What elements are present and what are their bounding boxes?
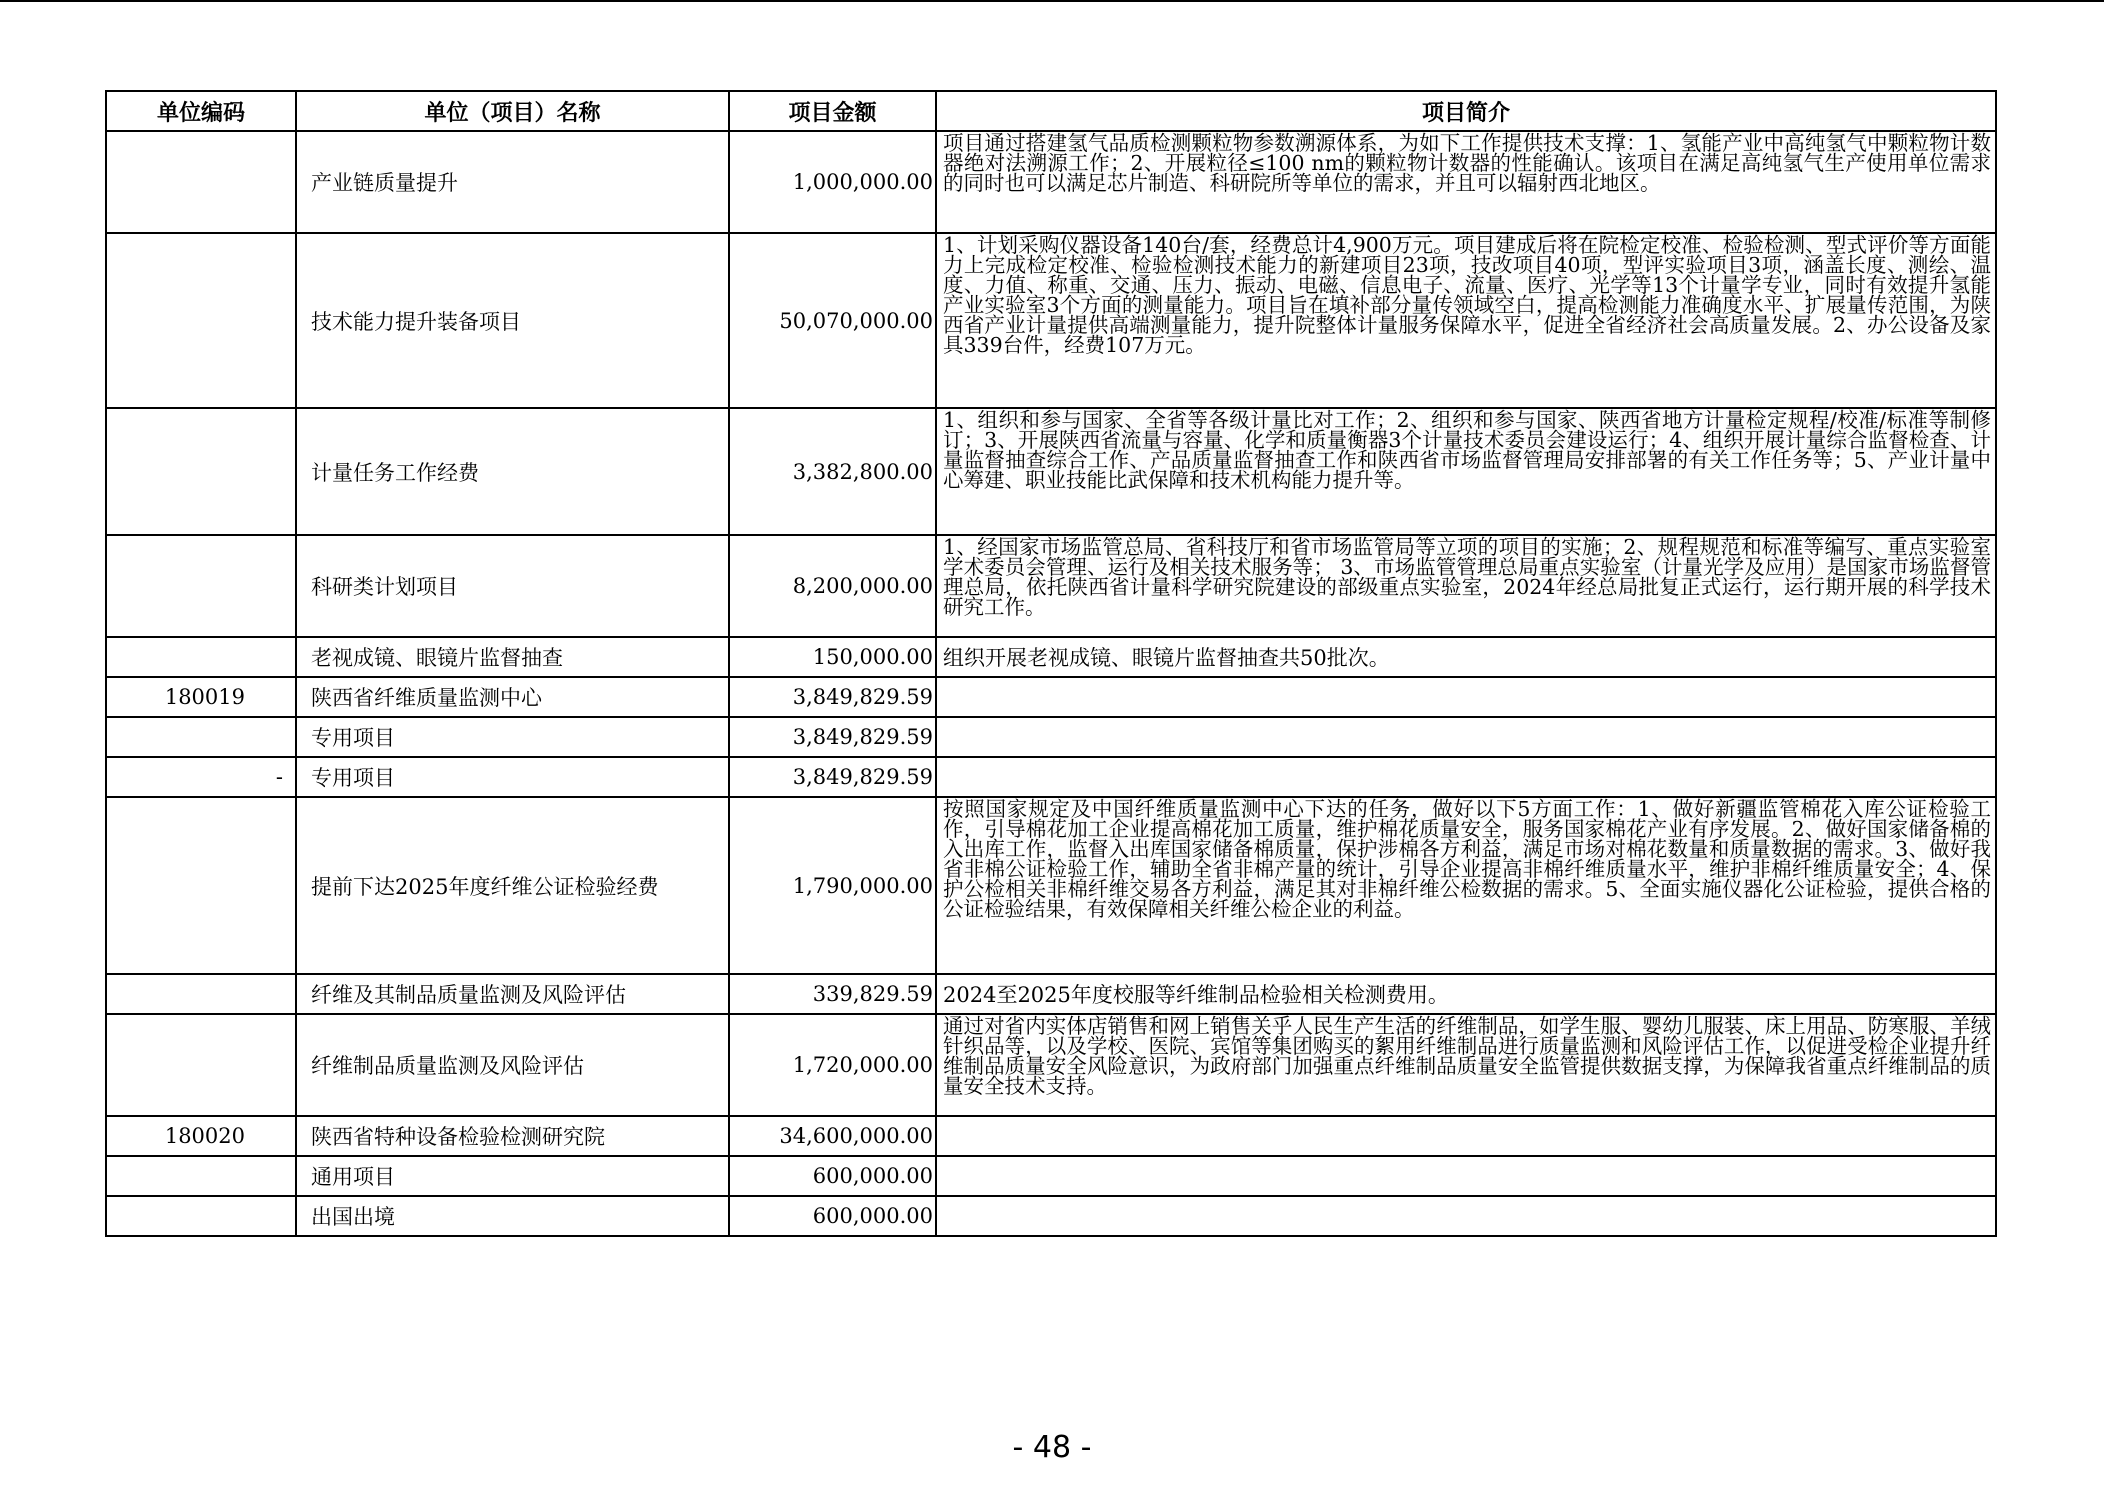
cell-unit-code <box>106 535 296 637</box>
cell-amount: 3,849,829.59 <box>729 677 936 717</box>
cell-unit-code <box>106 974 296 1014</box>
cell-unit-code <box>106 637 296 677</box>
page-number: - 48 - <box>1012 1430 1092 1465</box>
cell-unit-code: 180019 <box>106 677 296 717</box>
cell-description: 2024至2025年度校服等纤维制品检验相关检测费用。 <box>936 974 1996 1014</box>
cell-unit-code <box>106 233 296 408</box>
cell-description <box>936 1196 1996 1236</box>
cell-amount: 600,000.00 <box>729 1196 936 1236</box>
cell-amount: 339,829.59 <box>729 974 936 1014</box>
table-row <box>106 408 1996 535</box>
cell-amount: 34,600,000.00 <box>729 1116 936 1156</box>
cell-amount: 150,000.00 <box>729 637 936 677</box>
cell-amount: 600,000.00 <box>729 1156 936 1196</box>
cell-description: 1、计划采购仪器设备140台/套，经费总计4,900万元。项目建成后将在院检定校准、检验检测、型式评价等方面能力上完成检定校准、检验检测技术能力的新建项目23项，技改项目40项，型评实验项目3项，涵盖长度、测绘、温度、力值、称重、交通、压力、振动、电磁、信息电子、流量、医疗、光学等13个计量学专业，同时有效提升氢能产业实验室3个方面的测量能力。项目旨在填补部分量传领域空白，提高检测能力准确度水平、扩展量传范围，为陕西省产业计量提供高端测量能力，提升院整体计量服务保障水平，促进全省经济社会高质量发展。2、办公设备及家具339台件，经费107万元。 <box>936 233 1996 408</box>
table-row <box>106 233 1996 408</box>
cell-unit-code <box>106 717 296 757</box>
cell-unit-name: 出国出境 <box>296 1196 729 1236</box>
cell-amount: 3,849,829.59 <box>729 757 936 797</box>
cell-description: 按照国家规定及中国纤维质量监测中心下达的任务，做好以下5方面工作：1、做好新疆监管棉花入库公证检验工作，引导棉花加工企业提高棉花加工质量，维护棉花质量安全，服务国家棉花产业有序发展。2、做好国家储备棉的入出库工作，监督入出库国家储备棉质量，保护涉棉各方利益，满足市场对棉花数量和质量数据的需求。3、做好我省非棉公证检验工作，辅助全省非棉产量的统计，引导企业提高非棉纤维质量水平，维护非棉纤维质量安全；4、保护公检相关非棉纤维交易各方利益，满足其对非棉纤维公检数据的需求。5、全面实施仪器化公证检验，提供合格的公证检验结果，有效保障相关纤维公检企业的利益。 <box>936 797 1996 974</box>
cell-description <box>936 717 1996 757</box>
cell-unit-code <box>106 797 296 974</box>
cell-description: 1、经国家市场监管总局、省科技厅和省市场监管局等立项的项目的实施；2、规程规范和标准等编写、重点实验室学术委员会管理、运行及相关技术服务等； 3、市场监管管理总局重点实验室（计量光学及应用）是国家市场监督管理总局，依托陕西省计量科学研究院建设的部级重点实验室，2024年经总局批复正式运行，运行期开展的科学技术研究工作。 <box>936 535 1996 637</box>
table-header-row <box>106 91 1996 131</box>
cell-description: 通过对省内实体店销售和网上销售关乎人民生产生活的纤维制品，如学生服、婴幼儿服装、床上用品、防寒服、羊绒针织品等，以及学校、医院、宾馆等集团购买的絮用纤维制品进行质量监测和风险评估工作，以促进受检企业提升纤维制品质量安全风险意识，为政府部门加强重点纤维制品质量安全监管提供数据支撑，为保障我省重点纤维制品的质量安全技术支持。 <box>936 1014 1996 1116</box>
cell-unit-code: - <box>106 757 296 797</box>
table-row <box>106 535 1996 637</box>
cell-unit-name: 提前下达2025年度纤维公证检验经费 <box>296 797 729 974</box>
top-border-line <box>0 0 2104 2</box>
header-unit-code: 单位编码 <box>106 91 296 131</box>
cell-description <box>936 1116 1996 1156</box>
header-project-description: 项目简介 <box>936 91 1996 131</box>
cell-unit-name: 陕西省特种设备检验检测研究院 <box>296 1116 729 1156</box>
cell-amount: 1,720,000.00 <box>729 1014 936 1116</box>
cell-unit-code <box>106 131 296 233</box>
cell-amount: 50,070,000.00 <box>729 233 936 408</box>
cell-unit-name: 计量任务工作经费 <box>296 408 729 535</box>
cell-description: 项目通过搭建氢气品质检测颗粒物参数溯源体系，为如下工作提供技术支撑：1、氢能产业中高纯氢气中颗粒物计数器绝对法溯源工作；2、开展粒径≤100 nm的颗粒物计数器的性能确认。该项目在满足高纯氢气生产使用单位需求的同时也可以满足芯片制造、科研院所等单位的需求，并且可以辐射西北地区。 <box>936 131 1996 233</box>
cell-unit-name: 老视成镜、眼镜片监督抽查 <box>296 637 729 677</box>
cell-amount: 8,200,000.00 <box>729 535 936 637</box>
cell-amount: 1,000,000.00 <box>729 131 936 233</box>
cell-unit-name: 纤维制品质量监测及风险评估 <box>296 1014 729 1116</box>
table-row <box>106 974 1996 1014</box>
cell-unit-code <box>106 1014 296 1116</box>
cell-unit-name: 科研类计划项目 <box>296 535 729 637</box>
header-unit-name: 单位（项目）名称 <box>296 91 729 131</box>
table-row <box>106 1014 1996 1116</box>
cell-description <box>936 1156 1996 1196</box>
project-budget-table <box>105 90 1997 1237</box>
table-row <box>106 717 1996 757</box>
cell-unit-name: 通用项目 <box>296 1156 729 1196</box>
cell-description: 1、组织和参与国家、全省等各级计量比对工作；2、组织和参与国家、陕西省地方计量检定规程/校准/标准等制修订；3、开展陕西省流量与容量、化学和质量衡器3个计量技术委员会建设运行；4、组织开展计量综合监督检查、计量监督抽查综合工作、产品质量监督抽查工作和陕西省市场监督管理局安排部署的有关工作任务等；5、产业计量中心筹建、职业技能比武保障和技术机构能力提升等。 <box>936 408 1996 535</box>
cell-unit-code: 180020 <box>106 1116 296 1156</box>
cell-amount: 3,849,829.59 <box>729 717 936 757</box>
cell-unit-name: 陕西省纤维质量监测中心 <box>296 677 729 717</box>
table-row <box>106 1196 1996 1236</box>
cell-unit-name: 专用项目 <box>296 757 729 797</box>
table-row <box>106 1156 1996 1196</box>
table-row <box>106 797 1996 974</box>
cell-unit-name: 纤维及其制品质量监测及风险评估 <box>296 974 729 1014</box>
cell-unit-name: 产业链质量提升 <box>296 131 729 233</box>
cell-unit-name: 技术能力提升装备项目 <box>296 233 729 408</box>
table-row <box>106 131 1996 233</box>
cell-description <box>936 677 1996 717</box>
table-row <box>106 1116 1996 1156</box>
cell-unit-code <box>106 1156 296 1196</box>
cell-amount: 1,790,000.00 <box>729 797 936 974</box>
cell-description <box>936 757 1996 797</box>
cell-unit-name: 专用项目 <box>296 717 729 757</box>
cell-amount: 3,382,800.00 <box>729 408 936 535</box>
table-row <box>106 757 1996 797</box>
header-project-amount: 项目金额 <box>729 91 936 131</box>
cell-unit-code <box>106 408 296 535</box>
cell-description: 组织开展老视成镜、眼镜片监督抽查共50批次。 <box>936 637 1996 677</box>
cell-unit-code <box>106 1196 296 1236</box>
table-row <box>106 677 1996 717</box>
table-row <box>106 637 1996 677</box>
